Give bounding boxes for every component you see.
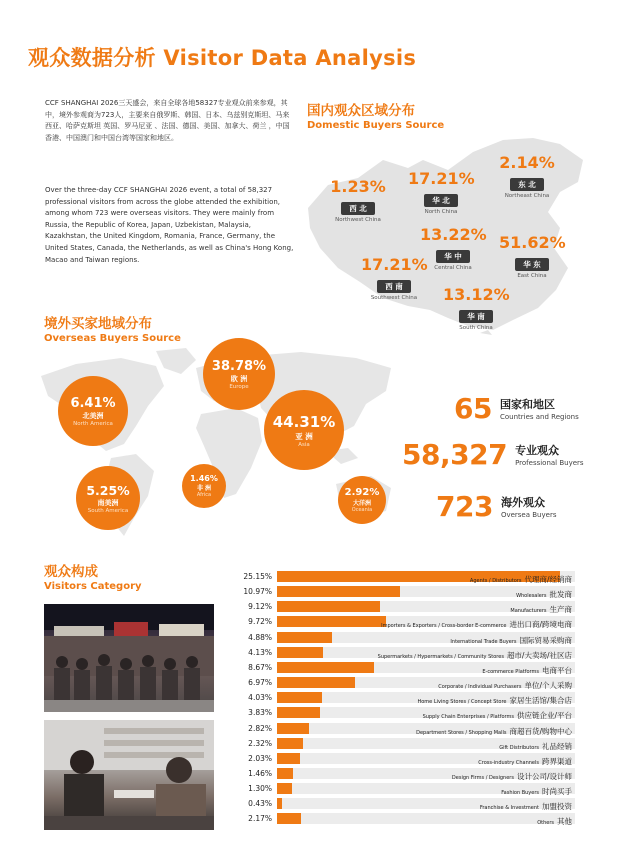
category-label-zh: 批发商 — [549, 590, 572, 600]
category-pct: 10.97% — [243, 587, 272, 597]
category-bar — [277, 632, 332, 643]
category-row — [230, 812, 575, 825]
bubble-oceania-zh: 大洋洲 — [352, 500, 371, 507]
region-south — [443, 286, 509, 331]
stat-countries-label-zh: 国家和地区 — [499, 398, 555, 411]
bubble-north-america-en: North America — [73, 420, 113, 427]
bubble-europe — [203, 338, 275, 410]
category-row — [230, 600, 575, 613]
domestic-section-title — [307, 99, 444, 131]
category-row — [230, 797, 575, 810]
category-bar — [277, 768, 293, 779]
category-label-zh: 商超百货/购物中心 — [509, 726, 572, 736]
category-row — [230, 767, 575, 780]
category-label-en: Manufacturers — [510, 608, 547, 615]
stat-overseas-number: 723 — [436, 490, 493, 523]
category-row — [230, 661, 575, 674]
category-row — [230, 646, 575, 659]
bubble-africa — [182, 464, 226, 508]
bubble-oceania-pct: 2.92% — [344, 487, 380, 498]
category-track — [277, 813, 575, 827]
category-label-en: Others — [537, 820, 554, 827]
region-south-en: South China — [459, 325, 493, 331]
category-bar — [277, 783, 292, 794]
region-central-pct: 13.22% — [420, 225, 487, 244]
category-row — [230, 691, 575, 704]
category-label-zh: 单位/个人采购 — [524, 681, 572, 691]
stat-countries-label-en: Countries and Regions — [499, 413, 579, 421]
category-label-en: Design Firms / Designers — [451, 774, 514, 781]
category-label-zh: 供应链企业/平台 — [516, 711, 572, 721]
category-pct: 9.72% — [248, 617, 272, 627]
category-label-zh: 跨界渠道 — [542, 756, 572, 766]
category-label-en: Supermarkets / Hypermarkets / Community Stores — [377, 653, 504, 660]
bubble-europe-pct: 38.78% — [211, 358, 267, 374]
region-northwest-pct: 1.23% — [330, 177, 386, 196]
bubble-oceania — [338, 476, 386, 524]
category-label-en: Cross-industry Channels — [478, 759, 539, 766]
region-central-en: Central China — [434, 265, 472, 271]
category-label-en: Fashion Buyers — [501, 790, 539, 797]
category-pct: 4.13% — [248, 647, 272, 657]
category-pct: 2.17% — [248, 814, 272, 824]
category-label-zh: 超市/大卖场/社区店 — [506, 650, 572, 660]
bubble-oceania-en: Oceania — [351, 507, 373, 513]
category-title-en: Visitors Category — [44, 581, 142, 592]
bubble-europe-zh: 欧 洲 — [230, 374, 248, 383]
category-label-zh: 生产商 — [549, 605, 572, 615]
domestic-title-zh: 国内观众区域分布 — [307, 103, 415, 119]
category-label-en: Corporate / Individual Purchasers — [438, 684, 522, 691]
category-label-zh: 进出口商/跨境电商 — [509, 620, 572, 630]
visitors-category-chart — [230, 570, 575, 828]
china-map — [298, 130, 598, 335]
category-row — [230, 737, 575, 750]
region-north-tag: 华 北 — [424, 194, 458, 207]
region-northwest-en: Northwest China — [335, 217, 381, 223]
stat-overseas-label-en: Oversea Buyers — [500, 511, 557, 519]
intro-paragraph-zh: CCF SHANGHAI 2026三天盛会，来自全球各地58327专业观众前来参观，其中，境外参观商为723人，主要来自俄罗斯、韩国、日本、乌兹别克斯坦、马来西亚、哈萨克斯坦 英国、罗马尼亚 、法国、德国、美国、加拿大、荷兰 ，中国香港、中国澳门和中国台湾等国家和地区。 — [45, 99, 290, 142]
region-central — [420, 226, 486, 271]
region-central-tag: 华 中 — [436, 250, 470, 263]
category-row — [230, 631, 575, 644]
category-label-zh: 礼品经销 — [542, 741, 572, 751]
category-row — [230, 706, 575, 719]
category-pct: 6.97% — [248, 678, 272, 688]
bubble-africa-en: Africa — [196, 492, 212, 498]
region-south-pct: 13.12% — [443, 285, 510, 304]
exhibition-crowd-photo — [44, 604, 214, 712]
category-pct: 2.32% — [248, 738, 272, 748]
category-label-en: Gift Distributors — [499, 744, 539, 751]
stat-countries-number: 65 — [454, 392, 492, 425]
buyers-at-booth-illustration — [44, 720, 214, 830]
stat-professional-label-zh: 专业观众 — [515, 444, 560, 457]
category-label-en: Supply Chain Enterprises / Platforms — [422, 714, 514, 721]
region-north — [408, 170, 474, 215]
bubble-south-america-zh: 南美洲 — [97, 498, 119, 507]
region-north-pct: 17.21% — [408, 169, 475, 188]
bubble-north-america-pct: 6.41% — [70, 395, 116, 411]
category-pct: 2.03% — [248, 753, 272, 763]
category-label-zh: 家居生活馆/集合店 — [509, 696, 572, 706]
region-north-en: North China — [424, 209, 458, 215]
world-map — [36, 346, 406, 541]
category-bar — [277, 707, 320, 718]
region-southwest-tag: 西 南 — [377, 280, 411, 293]
category-bar — [277, 813, 301, 824]
region-southwest — [361, 256, 427, 301]
category-label-zh: 加盟投资 — [542, 802, 572, 812]
category-bar — [277, 723, 309, 734]
category-pct: 25.15% — [243, 572, 272, 581]
category-label-en: Franchise & Investment — [479, 805, 539, 812]
category-label-en: Department Stores / Shopping Malls — [416, 729, 507, 736]
category-label-en: Home Living Stores / Concept Store — [417, 699, 507, 706]
bubble-africa-zh: 非 洲 — [196, 485, 212, 492]
region-east-tag: 华 东 — [515, 258, 549, 271]
region-southwest-en: Southwest China — [370, 295, 418, 301]
region-south-tag: 华 南 — [459, 310, 493, 323]
category-pct: 4.88% — [248, 632, 272, 642]
region-northeast-tag: 东 北 — [510, 178, 544, 191]
stat-professional-number: 58,327 — [402, 438, 508, 471]
category-row — [230, 722, 575, 735]
bubble-north-america — [58, 376, 128, 446]
category-pct: 9.12% — [248, 602, 272, 612]
category-pct: 0.43% — [248, 799, 272, 809]
category-label-en: Wholesalers — [516, 593, 547, 600]
category-bar — [277, 738, 303, 749]
category-row — [230, 615, 575, 628]
bubble-asia-pct: 44.31% — [272, 412, 336, 431]
bubble-south-america-pct: 5.25% — [86, 482, 130, 498]
bubble-south-america-en: South America — [87, 507, 129, 514]
overseas-section-title — [44, 312, 181, 344]
category-label-en: Agents / Distributors — [469, 578, 522, 584]
category-pct: 8.67% — [248, 662, 272, 672]
stat-professional — [402, 438, 584, 471]
category-bar — [277, 616, 386, 627]
category-row — [230, 585, 575, 598]
category-pct: 1.30% — [248, 784, 272, 794]
category-bar — [277, 601, 380, 612]
page-header — [28, 42, 416, 72]
category-pct: 2.82% — [248, 723, 272, 733]
region-northwest-tag: 西 北 — [341, 202, 375, 215]
category-bar — [277, 662, 374, 673]
category-bar — [277, 677, 355, 688]
category-label-zh: 时尚买手 — [542, 787, 572, 797]
buyers-at-booth-photo — [44, 720, 214, 830]
bubble-asia — [264, 390, 344, 470]
bubble-africa-pct: 1.46% — [190, 474, 218, 483]
category-pct: 4.03% — [248, 693, 272, 703]
category-title-zh: 观众构成 — [44, 564, 98, 580]
category-label-zh: 国际贸易采购商 — [519, 635, 572, 645]
region-east — [499, 234, 565, 279]
stat-countries — [454, 392, 579, 425]
bubble-asia-zh: 亚 洲 — [295, 431, 313, 441]
category-pct: 1.46% — [248, 768, 272, 778]
stat-professional-label-en: Professional Buyers — [515, 459, 584, 467]
category-row — [230, 676, 575, 689]
stat-overseas — [436, 490, 556, 523]
region-southwest-pct: 17.21% — [361, 255, 428, 274]
region-northeast-pct: 2.14% — [499, 153, 555, 172]
category-bar — [277, 798, 282, 809]
category-bar — [277, 647, 323, 658]
category-label-zh: 电商平台 — [542, 665, 572, 675]
domestic-title-en: Domestic Buyers Source — [307, 120, 445, 131]
exhibition-crowd-illustration — [44, 604, 214, 712]
category-label-zh: 设计公司/设计师 — [516, 771, 572, 781]
region-east-en: East China — [517, 273, 547, 279]
region-northeast-en: Northeast China — [504, 193, 550, 199]
category-row — [230, 752, 575, 765]
category-label-en: International Trade Buyers — [450, 638, 517, 645]
bubble-asia-en: Asia — [298, 441, 310, 448]
category-bar — [277, 692, 322, 703]
overseas-title-zh: 境外买家地域分布 — [44, 316, 152, 332]
overseas-title-en: Overseas Buyers Source — [44, 333, 181, 344]
category-label — [537, 812, 572, 830]
region-east-pct: 51.62% — [499, 233, 566, 252]
stat-overseas-label-zh: 海外观众 — [500, 496, 545, 509]
category-row — [230, 782, 575, 795]
category-section-title — [44, 560, 142, 592]
region-northeast — [496, 154, 558, 199]
intro-paragraph-en: Over the three-day CCF SHANGHAI 2026 event, a total of 58,327 professional visitors from across the globe attended the exhibition, among whom 723 were overseas visitors. They were mainly from Russia, the Republic of Korea, Japan, Uzbekistan, Malaysia, Kazakhstan, the United Kingdom, Romania, France, Germany, the United States, Canada, the Netherlands, as well as China's Hong Kong, Macao and Taiwan regions. — [45, 186, 294, 264]
category-row — [230, 570, 575, 583]
category-label-zh: 其他 — [557, 817, 572, 827]
bubble-north-america-zh: 北美洲 — [82, 411, 104, 420]
bubble-europe-en: Europe — [229, 383, 249, 390]
category-label-en: Importers & Exporters / Cross-border E-commerce — [381, 623, 507, 630]
category-bar — [277, 753, 300, 764]
category-bar — [277, 586, 400, 597]
region-northwest — [328, 178, 388, 223]
bubble-south-america — [76, 466, 140, 530]
page-title: 观众数据分析 Visitor Data Analysis — [28, 46, 417, 70]
category-label-en: E-commerce Platforms — [482, 668, 539, 675]
category-label-zh: 代理商/经销商 — [524, 575, 572, 584]
category-pct: 3.83% — [248, 708, 272, 718]
